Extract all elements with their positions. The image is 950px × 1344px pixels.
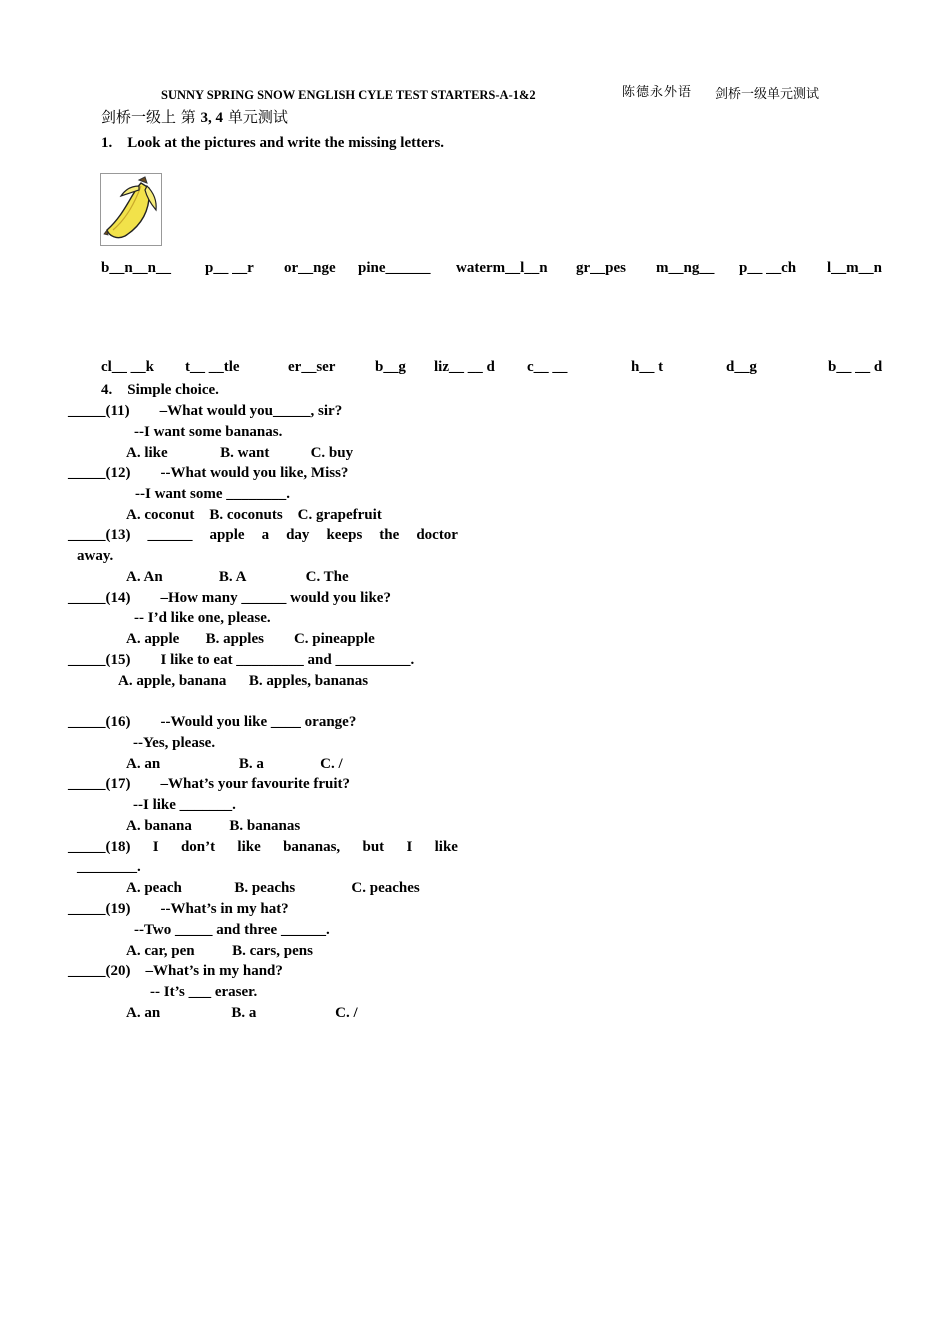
q18-word: but — [362, 839, 385, 855]
header-tag: 剑桥一级单元测试 — [715, 87, 820, 102]
section1-heading: 1. Look at the pictures and write the missing letters. — [101, 135, 445, 151]
word-blank: d__g — [726, 359, 757, 375]
subtitle-prefix: 剑桥一级上 第 — [101, 108, 201, 126]
word-blank: cl__ __k — [101, 359, 154, 375]
question-19-answer: --Two _____ and three ______. — [134, 922, 330, 938]
q13-word: keeps — [326, 527, 363, 543]
word-blank: p__ __r — [205, 260, 254, 276]
question-20-options: A. an B. a C. / — [126, 1005, 358, 1021]
word-blank: or__nge — [284, 260, 336, 276]
q18-word: like — [237, 839, 261, 855]
word-blank: m__ng__ — [656, 260, 715, 276]
word-blank: er__ser — [288, 359, 336, 375]
question-16-options: A. an B. a C. / — [126, 756, 343, 772]
q18-word: I — [152, 839, 159, 855]
word-blank: waterm__l__n — [456, 260, 548, 276]
section4-heading: 4. Simple choice. — [101, 382, 219, 398]
header-title: SUNNY SPRING SNOW ENGLISH CYLE TEST STARTERS-A-1&2 — [161, 88, 536, 102]
missing-letters-row-1 — [0, 259, 950, 279]
word-blank: b__n__n__ — [101, 260, 172, 276]
word-blank: c__ __ — [527, 359, 568, 375]
question-18 — [68, 838, 458, 856]
question-19-options: A. car, pen B. cars, pens — [126, 943, 313, 959]
question-12: _____(12) --What would you like, Miss? — [68, 465, 349, 481]
question-13 — [68, 526, 458, 544]
question-18-options: A. peach B. peachs C. peaches — [126, 880, 420, 896]
question-14-answer: -- I’d like one, please. — [134, 610, 271, 626]
question-11-answer: --I want some bananas. — [134, 424, 283, 440]
question-20-answer: -- It’s ___ eraser. — [150, 984, 258, 1000]
q13-word: apple — [209, 527, 245, 543]
q13-word: a — [261, 527, 270, 543]
question-15: _____(15) I like to eat _________ and __________. — [68, 652, 415, 668]
question-12-answer: --I want some ________. — [135, 486, 290, 502]
q13-word: _____(13) — [68, 527, 131, 543]
question-14-options: A. apple B. apples C. pineapple — [126, 631, 375, 647]
word-blank: pine______ — [358, 260, 431, 276]
banana-icon — [101, 174, 161, 245]
word-blank: t__ __tle — [185, 359, 240, 375]
question-17-answer: --I like _______. — [133, 797, 236, 813]
q13-word: doctor — [416, 527, 458, 543]
question-13-cont: away. — [77, 548, 114, 564]
question-17-options: A. banana B. bananas — [126, 818, 301, 834]
word-blank: liz__ __ d — [434, 359, 495, 375]
question-17: _____(17) –What’s your favourite fruit? — [68, 776, 351, 792]
question-16-answer: --Yes, please. — [133, 735, 216, 751]
question-11-options: A. like B. want C. buy — [126, 445, 354, 461]
question-12-options: A. coconut B. coconuts C. grapefruit — [126, 507, 382, 523]
question-15-options: A. apple, banana B. apples, bananas — [118, 673, 369, 689]
q18-word: bananas, — [283, 839, 341, 855]
q13-word: day — [286, 527, 310, 543]
question-18-cont: ________. — [77, 859, 141, 875]
q13-word: the — [379, 527, 400, 543]
missing-letters-row-2 — [0, 358, 950, 378]
q18-word: don’t — [180, 839, 216, 855]
q13-word: ______ — [147, 527, 193, 543]
q18-word: I — [406, 839, 413, 855]
question-19: _____(19) --What’s in my hat? — [68, 901, 289, 917]
question-11: _____(11) –What would you_____, sir? — [68, 403, 343, 419]
word-blank: gr__pes — [576, 260, 626, 276]
subtitle-suffix: 单元测试 — [223, 108, 288, 126]
word-blank: l__m__n — [827, 260, 883, 276]
question-13-options: A. An B. A C. The — [126, 569, 349, 585]
word-blank: b__ __ d — [828, 359, 883, 375]
banana-picture — [100, 173, 162, 246]
question-20: _____(20) –What’s in my hand? — [68, 963, 283, 979]
question-16: _____(16) --Would you like ____ orange? — [68, 714, 357, 730]
header-author: 陈德永外语 — [622, 85, 693, 100]
page-subtitle — [101, 108, 288, 127]
q18-word: like — [434, 839, 458, 855]
q18-word: _____(18) — [68, 839, 131, 855]
question-14: _____(14) –How many ______ would you like? — [68, 590, 391, 606]
word-blank: p__ __ch — [739, 260, 797, 276]
subtitle-units: 3, 4 — [200, 110, 224, 126]
word-blank: h__ t — [631, 359, 664, 375]
word-blank: b__g — [375, 359, 406, 375]
